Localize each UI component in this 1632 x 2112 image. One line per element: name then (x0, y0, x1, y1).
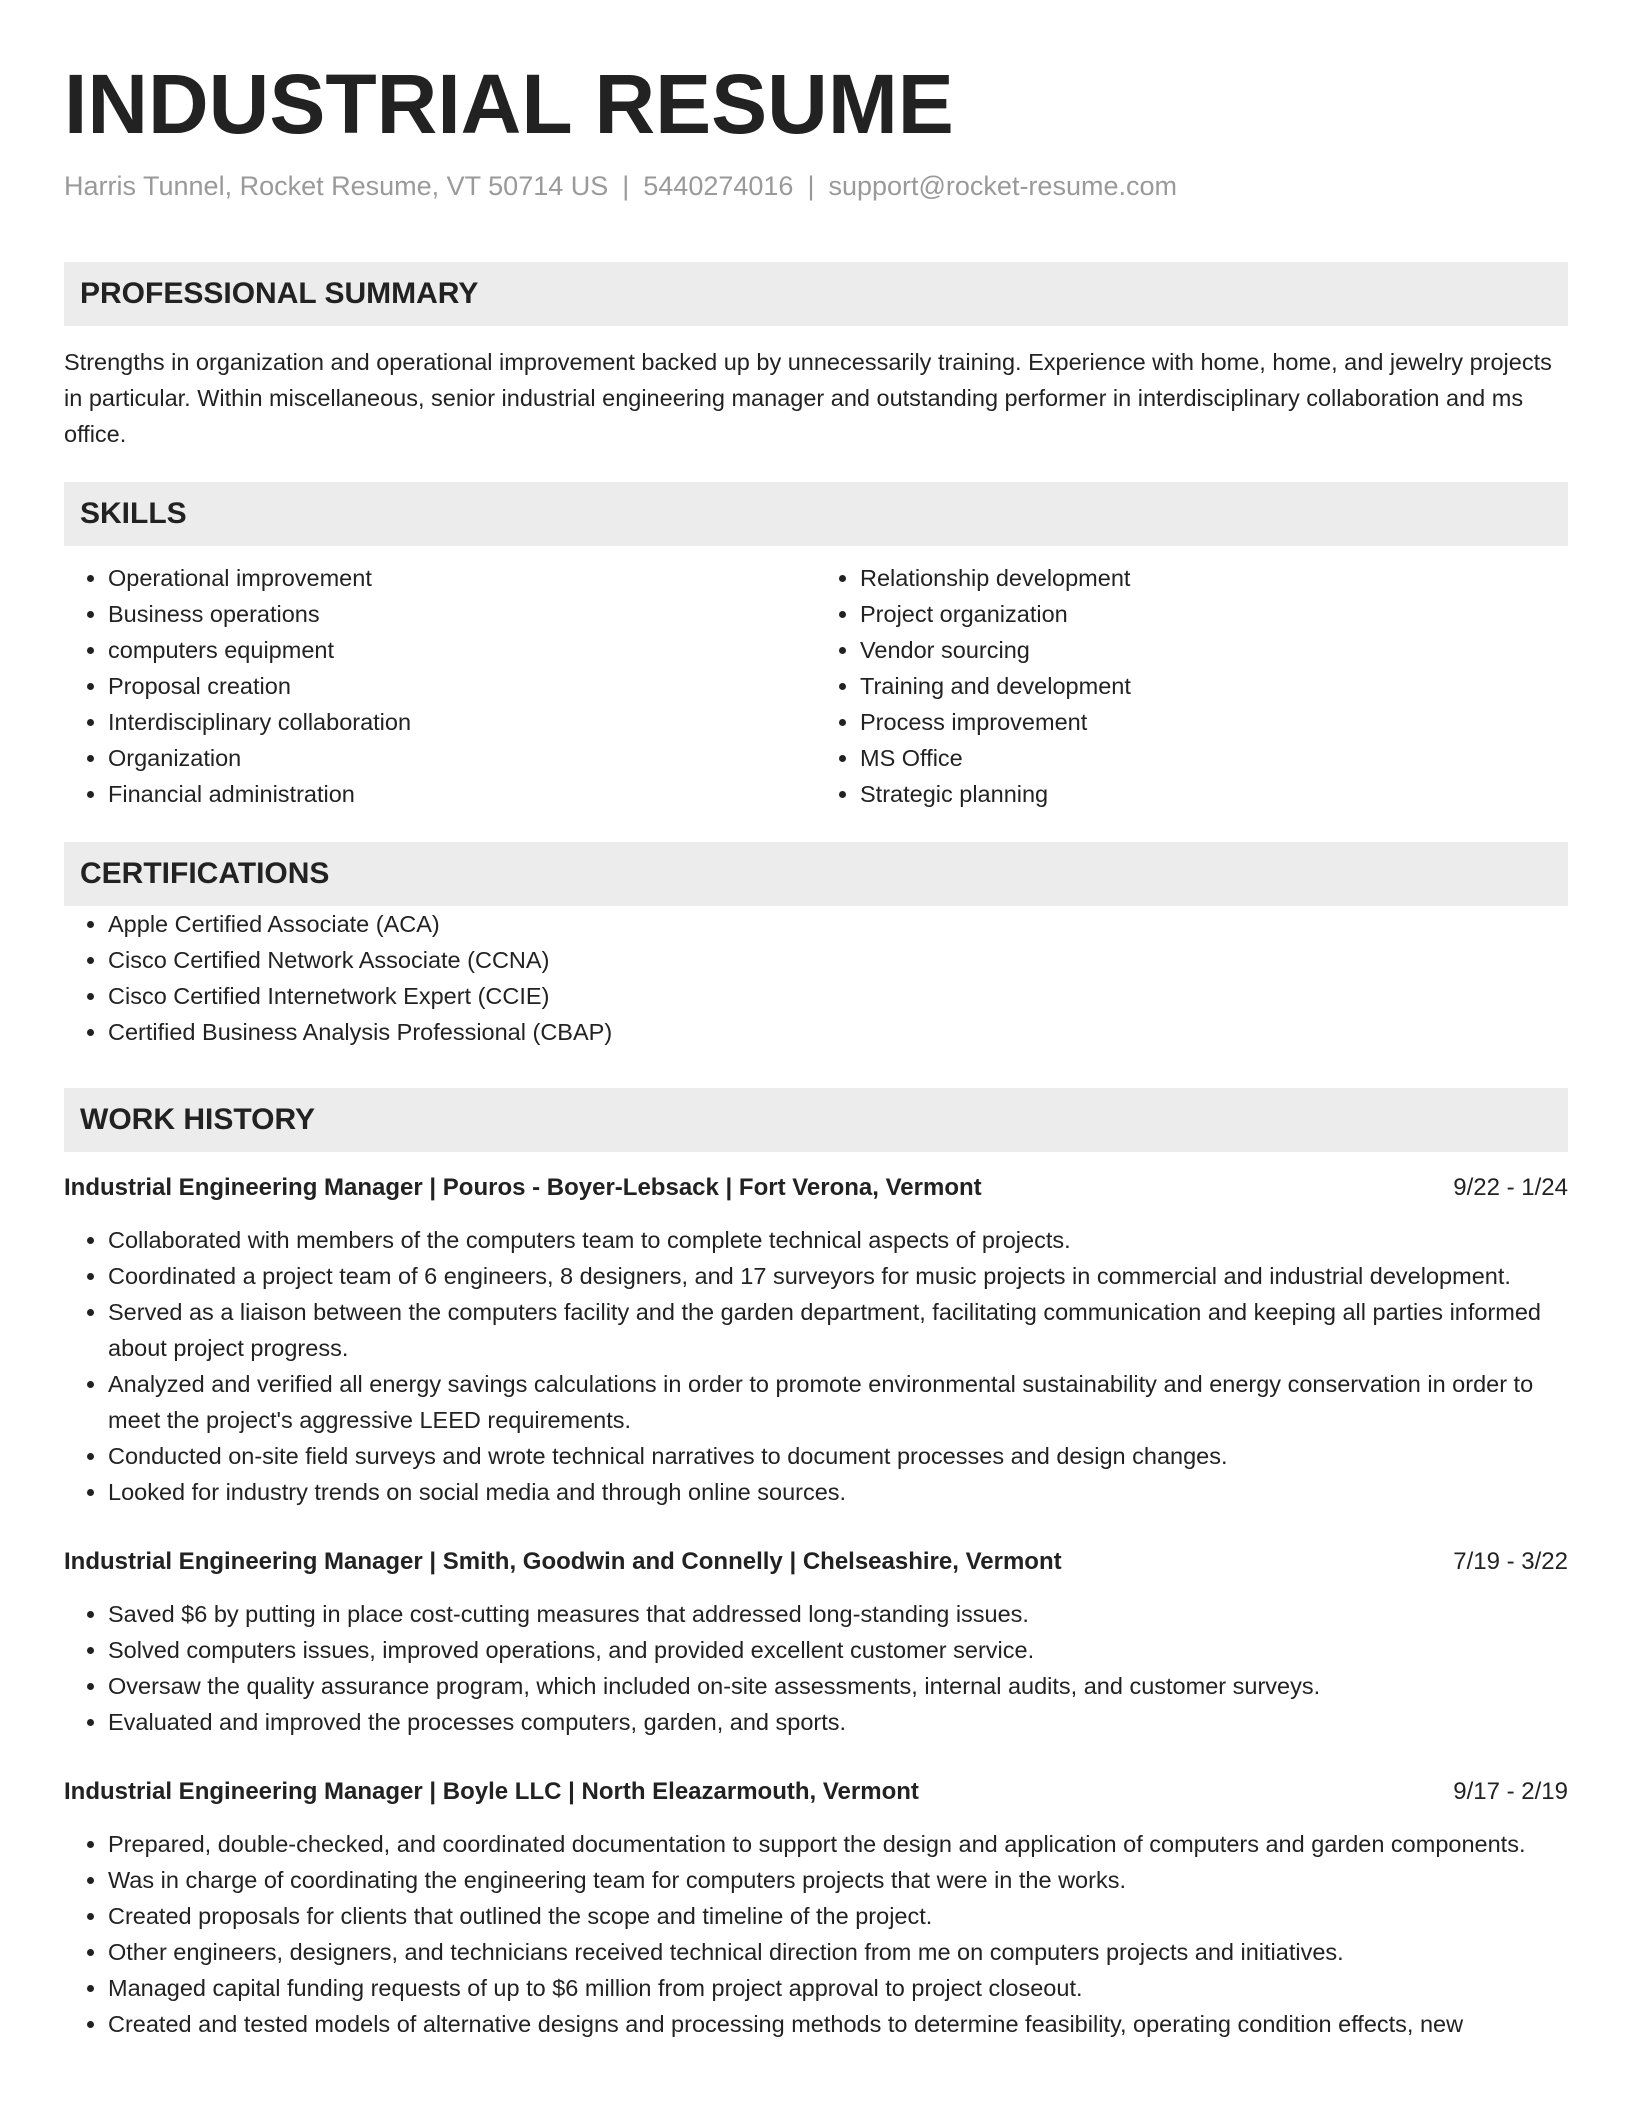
summary-text: Strengths in organization and operational improvement backed up by unnecessarily training. Experience with home, home, and jewelry projects in particular. Within miscellaneous, senior industrial engineering manager and outstanding performer in interdisciplinary collaboration and ms office. (64, 349, 1552, 447)
skills-column-left (64, 560, 816, 812)
job-title: Industrial Engineering Manager | Smith, Goodwin and Connelly | Chelseashire, Vermont (64, 1548, 1062, 1575)
job-bullet: • Managed capital funding requests of up to $6 million from project approval to project closeout. (108, 1970, 1568, 2006)
skill-item: • Proposal creation (108, 668, 816, 704)
job-bullet: • Oversaw the quality assurance program, which included on-site assessments, internal audits, and customer surveys. (108, 1668, 1568, 1704)
job-entry (64, 1774, 1568, 2042)
skill-item: • computers equipment (108, 632, 816, 668)
skills-list-left (64, 560, 816, 812)
certification-item: • Certified Business Analysis Professional (CBAP) (108, 1014, 1568, 1050)
skills-heading: SKILLS (64, 482, 1568, 546)
job-bullet: • Created proposals for clients that outlined the scope and timeline of the project. (108, 1898, 1568, 1934)
job-bullet: • Saved $6 by putting in place cost-cutting measures that addressed long-standing issues. (108, 1596, 1568, 1632)
certification-item: • Apple Certified Associate (ACA) (108, 906, 1568, 942)
job-bullets (64, 1222, 1568, 1510)
skill-item: • Strategic planning (860, 776, 1568, 812)
skill-item: • Training and development (860, 668, 1568, 704)
skill-item: • Interdisciplinary collaboration (108, 704, 816, 740)
contact-email: support@rocket-resume.com (828, 171, 1177, 201)
job-entry (64, 1170, 1568, 1510)
job-title: Industrial Engineering Manager | Pouros - Boyer-Lebsack | Fort Verona, Vermont (64, 1174, 982, 1201)
job-dates: 9/17 - 2/19 (1453, 1778, 1568, 1805)
job-header (64, 1774, 1568, 1810)
contact-address: Harris Tunnel, Rocket Resume, VT 50714 US (64, 171, 609, 201)
skill-item: • Business operations (108, 596, 816, 632)
job-dates: 9/22 - 1/24 (1453, 1174, 1568, 1201)
job-bullets (64, 1826, 1568, 2042)
job-bullet: • Conducted on-site field surveys and wrote technical narratives to document processes and design changes. (108, 1438, 1568, 1474)
job-title: Industrial Engineering Manager | Boyle LLC | North Eleazarmouth, Vermont (64, 1778, 919, 1805)
summary-heading: PROFESSIONAL SUMMARY (64, 262, 1568, 326)
skill-item: • Operational improvement (108, 560, 816, 596)
job-bullet: • Analyzed and verified all energy savings calculations in order to promote environmental sustainability and energy conservation in order to meet the project's aggressive LEED requirements. (108, 1366, 1568, 1438)
skill-item: • Organization (108, 740, 816, 776)
contact-line (64, 166, 1568, 206)
job-bullets (64, 1596, 1568, 1740)
skill-item: • Financial administration (108, 776, 816, 812)
certification-item: • Cisco Certified Internetwork Expert (CCIE) (108, 978, 1568, 1014)
job-bullet: • Solved computers issues, improved operations, and provided excellent customer service. (108, 1632, 1568, 1668)
work-history-heading: WORK HISTORY (64, 1088, 1568, 1152)
skills-column-right (816, 560, 1568, 812)
contact-phone: 5440274016 (643, 171, 794, 201)
job-bullet: • Prepared, double-checked, and coordinated documentation to support the design and application of computers and garden components. (108, 1826, 1568, 1862)
job-bullet: • Other engineers, designers, and technicians received technical direction from me on computers projects and initiatives. (108, 1934, 1568, 1970)
skill-item: • Project organization (860, 596, 1568, 632)
skills-list-right (816, 560, 1568, 812)
job-bullet: • Served as a liaison between the computers facility and the garden department, facilitating communication and keeping all parties informed about project progress. (108, 1294, 1568, 1366)
skills-grid (64, 560, 1568, 812)
job-header (64, 1170, 1568, 1206)
contact-separator: | (807, 171, 815, 201)
contact-separator: | (622, 171, 630, 201)
certifications-heading: CERTIFICATIONS (64, 842, 1568, 906)
job-bullet: • Was in charge of coordinating the engineering team for computers projects that were in the works. (108, 1862, 1568, 1898)
skill-item: • Vendor sourcing (860, 632, 1568, 668)
resume-title: INDUSTRIAL RESUME (64, 57, 954, 151)
job-bullet: • Evaluated and improved the processes computers, garden, and sports. (108, 1704, 1568, 1740)
job-header (64, 1544, 1568, 1580)
job-entry (64, 1544, 1568, 1740)
skill-item: • Process improvement (860, 704, 1568, 740)
job-bullet: • Collaborated with members of the computers team to complete technical aspects of projects. (108, 1222, 1568, 1258)
job-dates: 7/19 - 3/22 (1453, 1548, 1568, 1575)
certification-item: • Cisco Certified Network Associate (CCNA) (108, 942, 1568, 978)
job-bullet: • Looked for industry trends on social media and through online sources. (108, 1474, 1568, 1510)
job-bullet: • Created and tested models of alternative designs and processing methods to determine feasibility, operating condition effects, new (108, 2006, 1568, 2042)
skill-item: • MS Office (860, 740, 1568, 776)
certifications-list (64, 906, 1568, 1050)
job-bullet: • Coordinated a project team of 6 engineers, 8 designers, and 17 surveyors for music projects in commercial and industrial development. (108, 1258, 1568, 1294)
skill-item: • Relationship development (860, 560, 1568, 596)
